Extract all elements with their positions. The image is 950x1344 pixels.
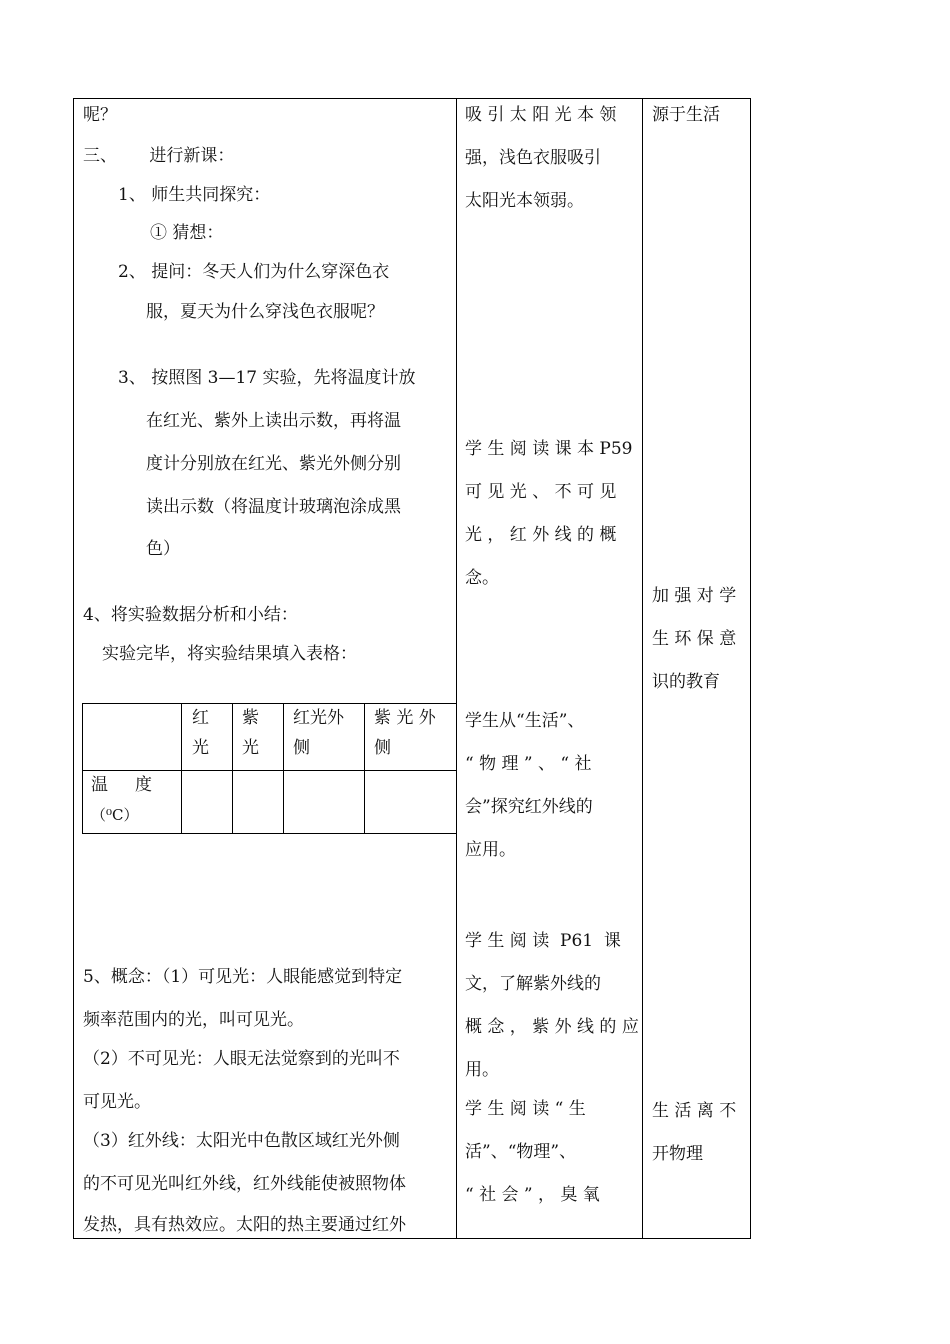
header-outside-red: 红光外 xyxy=(293,708,344,728)
col2-line: 应用。 xyxy=(465,840,516,860)
col2-line: 概 念 ， 紫 外 线 的 应 xyxy=(465,1017,639,1037)
col3-line: 识的教育 xyxy=(652,672,720,692)
col1-line: 可见光。 xyxy=(83,1092,151,1112)
col1-line: 读出示数（将温度计玻璃泡涂成黑 xyxy=(146,497,401,517)
col3-line: 开物理 xyxy=(652,1144,703,1164)
col1-line: 三、 进行新课： xyxy=(83,146,235,166)
col1-line: 2、 提问：冬天人们为什么穿深色衣 xyxy=(118,262,390,282)
col1-line: 的不可见光叫红外线，红外线能使被照物体 xyxy=(83,1174,406,1194)
col1-line: ① 猜想： xyxy=(150,223,224,243)
row-label-unit: （⁰C） xyxy=(91,805,139,824)
col1-line: 发热，具有热效应。太阳的热主要通过红外 xyxy=(83,1215,406,1235)
table-header-cell xyxy=(182,704,233,771)
col2-line: 学 生 阅 读 P61 课 xyxy=(465,931,621,951)
col1-line: （3）红外线：太阳光中色散区域红光外侧 xyxy=(83,1131,400,1151)
lesson-table xyxy=(73,98,751,1239)
col2-line: 吸 引 太 阳 光 本 领 xyxy=(465,105,617,125)
header-violet-2: 光 xyxy=(242,738,259,758)
table-header-cell xyxy=(284,704,365,771)
header-red: 红 xyxy=(192,708,209,728)
col1-line: 色） xyxy=(146,539,180,559)
header-outside-violet: 紫 光 外 xyxy=(374,708,436,728)
col3-line: 源于生活 xyxy=(652,105,720,125)
col2-line: 强，浅色衣服吸引 xyxy=(465,148,601,168)
col2-line: 念。 xyxy=(465,568,499,588)
table-cell xyxy=(365,770,457,834)
col2-line: 可 见 光 、 不 可 见 xyxy=(465,482,617,502)
column-divider xyxy=(642,99,643,1238)
col3-line: 生 环 保 意 xyxy=(652,629,737,649)
col3-line: 加 强 对 学 xyxy=(652,586,737,606)
col1-line: 实验完毕，将实验结果填入表格： xyxy=(102,644,357,664)
table-cell xyxy=(233,770,284,834)
col2-line: 用。 xyxy=(465,1060,499,1080)
table-header-cell xyxy=(233,704,284,771)
col2-line: “ 社 会 ” ， 臭 氧 xyxy=(465,1185,600,1205)
row-label-cell xyxy=(83,770,182,834)
col2-line: 学 生 阅 读 “ 生 xyxy=(465,1099,586,1119)
col2-line: 光 ， 红 外 线 的 概 xyxy=(465,525,617,545)
row-label-temperature: 温 度 xyxy=(91,774,153,795)
table-corner-cell xyxy=(83,704,182,771)
table-cell xyxy=(284,770,365,834)
table-cell xyxy=(182,770,233,834)
results-table xyxy=(82,703,457,834)
header-violet: 紫 xyxy=(242,708,259,728)
col2-line: “ 物 理 ” 、 “ 社 xyxy=(465,754,592,774)
col1-line: （2）不可见光：人眼无法觉察到的光叫不 xyxy=(83,1049,400,1069)
col2-line: 学 生 阅 读 课 本 P59 xyxy=(465,439,633,459)
col1-line: 1、 师生共同探究： xyxy=(118,185,271,205)
col1-line: 3、 按照图 3—17 实验，先将温度计放 xyxy=(118,368,416,388)
col1-line: 度计分别放在红光、紫光外侧分别 xyxy=(146,454,401,474)
col2-line: 太阳光本领弱。 xyxy=(465,191,584,211)
header-outside-violet-2: 侧 xyxy=(374,738,391,758)
col3-line: 生 活 离 不 xyxy=(652,1101,737,1121)
col1-line: 频率范围内的光，叫可见光。 xyxy=(83,1010,304,1030)
table-header-cell xyxy=(365,704,457,771)
col2-line: 学生从“生活”、 xyxy=(465,711,585,731)
col2-line: 活”、“物理”、 xyxy=(465,1142,577,1162)
column-divider xyxy=(456,99,457,1238)
col1-line: 呢？ xyxy=(83,105,117,125)
col1-line: 5、概念：（1）可见光：人眼能感觉到特定 xyxy=(83,967,403,987)
col2-line: 文，了解紫外线的 xyxy=(465,974,601,994)
header-red-2: 光 xyxy=(192,738,209,758)
col1-line: 服，夏天为什么穿浅色衣服呢？ xyxy=(146,302,384,322)
header-outside-red-2: 侧 xyxy=(293,738,310,758)
col1-line: 4、将实验数据分析和小结： xyxy=(83,605,298,625)
col2-line: 会”探究红外线的 xyxy=(465,797,593,817)
col1-line: 在红光、紫外上读出示数，再将温 xyxy=(146,411,401,431)
